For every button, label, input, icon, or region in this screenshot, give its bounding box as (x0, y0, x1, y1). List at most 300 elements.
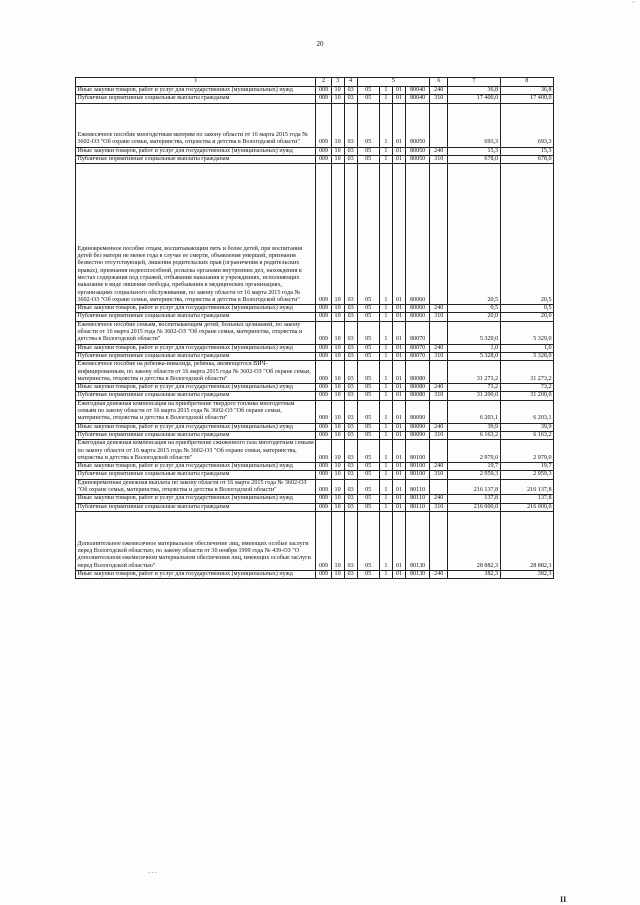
amount-total-cell: 19,7 (500, 463, 553, 471)
subprogram-code-cell: 1 (379, 503, 392, 511)
section-cell: 10 (331, 147, 344, 155)
amount-total-cell: 137,8 (500, 495, 553, 503)
event-code-cell: 01 (392, 471, 405, 479)
direction-code-cell: 80040 (406, 87, 430, 95)
event-code-cell: 01 (392, 503, 405, 511)
event-code-cell: 01 (392, 392, 405, 400)
direction-code-cell: 80090 (406, 431, 430, 439)
amount-total-cell: 20,0 (500, 313, 553, 321)
header-cell: 6 (430, 78, 448, 87)
row-name-cell: Дополнительное ежемесячное материальное обеспечение лиц, имеющих особые заслуги перед Вологодской областью, по закону области от 30 ноября 1999 года № 439-ОЗ "О дополнительном ежемесячном материальном обеспечении лиц, имеющих особые заслуги перед Вологодской областью" (76, 511, 316, 570)
event-code-cell: 01 (392, 95, 405, 103)
amount-cell: 2 979,0 (448, 440, 500, 463)
event-code-cell: 01 (392, 361, 405, 384)
subsection-cell: 03 (344, 400, 357, 423)
subprogram-code-cell: 1 (379, 321, 392, 344)
subprogram-code-cell: 1 (379, 423, 392, 431)
direction-code-cell: 80130 (406, 570, 430, 578)
subsection-cell: 03 (344, 495, 357, 503)
section-cell: 10 (331, 440, 344, 463)
ministry-code-cell: 009 (316, 344, 331, 352)
row-name-cell: Публичные нормативные социальные выплаты гражданам (76, 313, 316, 321)
ministry-code-cell: 009 (316, 384, 331, 392)
event-code-cell: 01 (392, 463, 405, 471)
program-code-cell: 05 (357, 384, 379, 392)
section-cell: 10 (331, 155, 344, 163)
event-code-cell: 01 (392, 423, 405, 431)
amount-total-cell: 1,0 (500, 344, 553, 352)
event-code-cell: 01 (392, 313, 405, 321)
expense-type-cell: 240 (430, 423, 448, 431)
expense-type-cell: 310 (430, 503, 448, 511)
amount-cell: 1,0 (448, 344, 500, 352)
amount-total-cell: 20,5 (500, 164, 553, 305)
row-name-cell: Иные закупки товаров, работ и услуг для государственных (муниципальных) нужд (76, 305, 316, 313)
program-code-cell: 05 (357, 400, 379, 423)
amount-total-cell: 31 200,0 (500, 392, 553, 400)
program-code-cell: 05 (357, 431, 379, 439)
amount-cell: 28 882,3 (448, 511, 500, 570)
row-name-cell: Ежемесячное пособие семьям, воспитывающим детей, больных целиакией, по закону области от 16 марта 2015 года № 3602-ОЗ "Об охране семьи, материнства, отцовства и детства в Вологодской области" (76, 321, 316, 344)
row-name-cell: Иные закупки товаров, работ и услуг для государственных (муниципальных) нужд (76, 147, 316, 155)
program-code-cell: 05 (357, 511, 379, 570)
section-cell: 10 (331, 87, 344, 95)
table-row (76, 155, 554, 163)
amount-cell: 693,3 (448, 103, 500, 147)
table-row (76, 503, 554, 511)
direction-code-cell: 80060 (406, 305, 430, 313)
table-row (76, 305, 554, 313)
ministry-code-cell: 009 (316, 321, 331, 344)
section-cell: 10 (331, 392, 344, 400)
row-name-cell: Иные закупки товаров, работ и услуг для государственных (муниципальных) нужд (76, 570, 316, 578)
section-cell: 10 (331, 471, 344, 479)
event-code-cell: 01 (392, 147, 405, 155)
expense-type-cell: 240 (430, 87, 448, 95)
table-row (76, 479, 554, 495)
event-code-cell: 01 (392, 344, 405, 352)
amount-total-cell: 216 137,8 (500, 479, 553, 495)
amount-total-cell: 693,3 (500, 103, 553, 147)
section-cell: 10 (331, 103, 344, 147)
ministry-code-cell: 009 (316, 147, 331, 155)
subsection-cell: 03 (344, 431, 357, 439)
row-name-cell: Ежемесячное пособие многодетным матерям по закону области от 16 марта 2015 года № 3602-ОЗ "Об охране семьи, материнства, отцовства и детства в Вологодской области" (76, 103, 316, 147)
table-row (76, 103, 554, 147)
budget-table (75, 77, 554, 579)
expense-type-cell (430, 440, 448, 463)
ministry-code-cell: 009 (316, 479, 331, 495)
program-code-cell: 05 (357, 361, 379, 384)
subprogram-code-cell: 1 (379, 479, 392, 495)
section-cell: 10 (331, 313, 344, 321)
expense-type-cell: 240 (430, 495, 448, 503)
amount-total-cell: 39,9 (500, 423, 553, 431)
ministry-code-cell: 009 (316, 305, 331, 313)
row-name-cell: Публичные нормативные социальные выплаты гражданам (76, 431, 316, 439)
subprogram-code-cell: 1 (379, 352, 392, 360)
amount-cell: 2 959,3 (448, 471, 500, 479)
amount-cell: 382,3 (448, 570, 500, 578)
table-row (76, 400, 554, 423)
amount-total-cell: 216 000,0 (500, 503, 553, 511)
row-name-cell: Ежегодная денежная компенсация на приобретение сжиженного газа многодетным семьям по закону области от 16 марта 2015 года № 3602-ОЗ "Об охране семьи, материнства, отцовства и детства в Вологодской области" (76, 440, 316, 463)
expense-type-cell: 240 (430, 344, 448, 352)
subsection-cell: 03 (344, 479, 357, 495)
expense-type-cell: 310 (430, 352, 448, 360)
amount-cell: 678,0 (448, 155, 500, 163)
amount-total-cell: 36,8 (500, 87, 553, 95)
program-code-cell: 05 (357, 164, 379, 305)
direction-code-cell: 80080 (406, 392, 430, 400)
subprogram-code-cell: 1 (379, 463, 392, 471)
amount-cell: 39,9 (448, 423, 500, 431)
subsection-cell: 03 (344, 511, 357, 570)
direction-code-cell: 80090 (406, 423, 430, 431)
section-cell: 10 (331, 361, 344, 384)
row-name-cell: Публичные нормативные социальные выплаты гражданам (76, 95, 316, 103)
subprogram-code-cell: 1 (379, 95, 392, 103)
table-row (76, 95, 554, 103)
subprogram-code-cell: 1 (379, 305, 392, 313)
subsection-cell: 03 (344, 87, 357, 95)
expense-type-cell: 310 (430, 471, 448, 479)
event-code-cell: 01 (392, 384, 405, 392)
subprogram-code-cell: 1 (379, 440, 392, 463)
program-code-cell: 05 (357, 352, 379, 360)
expense-type-cell: 240 (430, 384, 448, 392)
table-row (76, 440, 554, 463)
program-code-cell: 05 (357, 87, 379, 95)
event-code-cell: 01 (392, 87, 405, 95)
expense-type-cell (430, 164, 448, 305)
subprogram-code-cell: 1 (379, 147, 392, 155)
event-code-cell: 01 (392, 479, 405, 495)
subprogram-code-cell: 1 (379, 471, 392, 479)
direction-code-cell: 80060 (406, 164, 430, 305)
subsection-cell: 03 (344, 352, 357, 360)
amount-cell: 31 273,2 (448, 361, 500, 384)
corner-mark: ~ (632, 0, 636, 6)
subsection-cell: 03 (344, 384, 357, 392)
program-code-cell: 05 (357, 479, 379, 495)
expense-type-cell (430, 511, 448, 570)
program-code-cell: 05 (357, 423, 379, 431)
table-header-row (76, 78, 554, 87)
program-code-cell: 05 (357, 321, 379, 344)
row-name-cell: Единовременное пособие отцам, воспитывающим пять и более детей, при воспитании детей без матери не менее года в случае ее смерти, объявления умершей, признания безвестно отсутствующей, лишения родительских прав (ограничения в родительских правах), признания недееспособной, розыска органами внутренних дел, нахождения в местах содержания под стражей, отбывания наказания в учреждениях, исполняющих наказание в виде лишения свободы, пребывания в медицинских организациях, организациях социального обслуживания, по закону области от 16 марта 2015 года № 3602-ОЗ "Об охране семьи, материнства, отцовства и детства в Вологодской области" (76, 164, 316, 305)
ministry-code-cell: 009 (316, 313, 331, 321)
amount-total-cell: 5 328,0 (500, 352, 553, 360)
event-code-cell: 01 (392, 321, 405, 344)
ministry-code-cell: 009 (316, 392, 331, 400)
amount-total-cell: 5 329,0 (500, 321, 553, 344)
header-cell: 2 (316, 78, 331, 87)
subprogram-code-cell: 1 (379, 431, 392, 439)
amount-cell: 19,7 (448, 463, 500, 471)
table-row (76, 495, 554, 503)
ministry-code-cell: 009 (316, 400, 331, 423)
table-row (76, 321, 554, 344)
table-row (76, 313, 554, 321)
program-code-cell: 05 (357, 313, 379, 321)
amount-total-cell: 6 163,2 (500, 431, 553, 439)
row-name-cell: Ежемесячное пособие на ребенка-инвалида, ребенка, являющегося ВИЧ-инфицированным, по закону области от 16 марта 2015 года № 3602-ОЗ "Об охране семьи, материнства, отцовства и детства в Вологодской области" (76, 361, 316, 384)
header-cell: 7 (448, 78, 500, 87)
subsection-cell: 03 (344, 361, 357, 384)
expense-type-cell (430, 479, 448, 495)
subprogram-code-cell: 1 (379, 313, 392, 321)
direction-code-cell: 80090 (406, 400, 430, 423)
subsection-cell: 03 (344, 313, 357, 321)
header-cell: 3 (331, 78, 344, 87)
amount-total-cell: 6 203,1 (500, 400, 553, 423)
subprogram-code-cell: 1 (379, 87, 392, 95)
direction-code-cell: 80080 (406, 384, 430, 392)
subprogram-code-cell: 1 (379, 392, 392, 400)
section-cell: 10 (331, 463, 344, 471)
subsection-cell: 03 (344, 147, 357, 155)
event-code-cell: 01 (392, 164, 405, 305)
section-cell: 10 (331, 431, 344, 439)
event-code-cell: 01 (392, 103, 405, 147)
subprogram-code-cell: 1 (379, 361, 392, 384)
row-name-cell: Иные закупки товаров, работ и услуг для государственных (муниципальных) нужд (76, 463, 316, 471)
ministry-code-cell: 009 (316, 352, 331, 360)
table-row (76, 352, 554, 360)
amount-cell: 6 163,2 (448, 431, 500, 439)
program-code-cell: 05 (357, 463, 379, 471)
event-code-cell: 01 (392, 570, 405, 578)
expense-type-cell (430, 321, 448, 344)
row-name-cell: Иные закупки товаров, работ и услуг для государственных (муниципальных) нужд (76, 495, 316, 503)
expense-type-cell: 310 (430, 392, 448, 400)
ministry-code-cell: 009 (316, 495, 331, 503)
row-name-cell: Публичные нормативные социальные выплаты гражданам (76, 352, 316, 360)
section-cell: 10 (331, 503, 344, 511)
footer-mark-right: II (560, 895, 567, 904)
program-code-cell: 05 (357, 503, 379, 511)
header-cell: 8 (500, 78, 553, 87)
expense-type-cell: 310 (430, 95, 448, 103)
subsection-cell: 03 (344, 344, 357, 352)
table-body (76, 87, 554, 579)
subprogram-code-cell: 1 (379, 495, 392, 503)
subsection-cell: 03 (344, 471, 357, 479)
ministry-code-cell: 009 (316, 440, 331, 463)
event-code-cell: 01 (392, 400, 405, 423)
amount-total-cell: 28 882,3 (500, 511, 553, 570)
amount-total-cell: 678,0 (500, 155, 553, 163)
program-code-cell: 05 (357, 471, 379, 479)
expense-type-cell: 240 (430, 305, 448, 313)
expense-type-cell (430, 361, 448, 384)
row-name-cell: Публичные нормативные социальные выплаты гражданам (76, 503, 316, 511)
program-code-cell: 05 (357, 103, 379, 147)
amount-cell: 20,5 (448, 164, 500, 305)
subsection-cell: 03 (344, 423, 357, 431)
direction-code-cell: 80100 (406, 471, 430, 479)
ministry-code-cell: 009 (316, 463, 331, 471)
subprogram-code-cell: 1 (379, 155, 392, 163)
program-code-cell: 05 (357, 570, 379, 578)
table-row (76, 164, 554, 305)
event-code-cell: 01 (392, 155, 405, 163)
direction-code-cell: 80050 (406, 103, 430, 147)
section-cell: 10 (331, 400, 344, 423)
expense-type-cell: 240 (430, 463, 448, 471)
amount-total-cell: 31 273,2 (500, 361, 553, 384)
subprogram-code-cell: 1 (379, 400, 392, 423)
section-cell: 10 (331, 344, 344, 352)
header-cell: 1 (76, 78, 316, 87)
table-row (76, 147, 554, 155)
program-code-cell: 05 (357, 155, 379, 163)
direction-code-cell: 80040 (406, 95, 430, 103)
program-code-cell: 05 (357, 95, 379, 103)
amount-total-cell: 2 979,0 (500, 440, 553, 463)
subprogram-code-cell: 1 (379, 384, 392, 392)
expense-type-cell: 310 (430, 313, 448, 321)
row-name-cell: Иные закупки товаров, работ и услуг для государственных (муниципальных) нужд (76, 344, 316, 352)
subsection-cell: 03 (344, 503, 357, 511)
event-code-cell: 01 (392, 495, 405, 503)
amount-cell: 17 400,0 (448, 95, 500, 103)
subprogram-code-cell: 1 (379, 511, 392, 570)
table-row (76, 463, 554, 471)
row-name-cell: Иные закупки товаров, работ и услуг для государственных (муниципальных) нужд (76, 384, 316, 392)
row-name-cell: Ежегодная денежная компенсация на приобретение твердого топлива многодетным семьям по закону области от 16 марта 2015 года № 3602-ОЗ "Об охране семьи, материнства, отцовства и детства в Вологодской области" (76, 400, 316, 423)
section-cell: 10 (331, 423, 344, 431)
table-row (76, 344, 554, 352)
table-row (76, 384, 554, 392)
amount-cell: 137,8 (448, 495, 500, 503)
row-name-cell: Единовременная денежная выплата по закону области от 16 марта 2015 года № 3602-ОЗ "Об охране семьи, материнства, отцовства и детства в Вологодской области" (76, 479, 316, 495)
subsection-cell: 03 (344, 463, 357, 471)
table-row (76, 87, 554, 95)
ministry-code-cell: 009 (316, 155, 331, 163)
event-code-cell: 01 (392, 440, 405, 463)
row-name-cell: Иные закупки товаров, работ и услуг для государственных (муниципальных) нужд (76, 423, 316, 431)
amount-cell: 20,0 (448, 313, 500, 321)
expense-type-cell (430, 103, 448, 147)
direction-code-cell: 80070 (406, 352, 430, 360)
table-row (76, 511, 554, 570)
row-name-cell: Иные закупки товаров, работ и услуг для государственных (муниципальных) нужд (76, 87, 316, 95)
ministry-code-cell: 009 (316, 423, 331, 431)
direction-code-cell: 80050 (406, 147, 430, 155)
section-cell: 10 (331, 321, 344, 344)
amount-cell: 6 203,1 (448, 400, 500, 423)
amount-cell: 5 328,0 (448, 352, 500, 360)
subsection-cell: 03 (344, 95, 357, 103)
section-cell: 10 (331, 305, 344, 313)
event-code-cell: 01 (392, 511, 405, 570)
ministry-code-cell: 009 (316, 95, 331, 103)
ministry-code-cell: 009 (316, 87, 331, 95)
amount-total-cell: 73,2 (500, 384, 553, 392)
subsection-cell: 03 (344, 155, 357, 163)
direction-code-cell: 80110 (406, 503, 430, 511)
program-code-cell: 05 (357, 495, 379, 503)
amount-cell: 216 137,8 (448, 479, 500, 495)
expense-type-cell: 240 (430, 570, 448, 578)
table-row (76, 471, 554, 479)
table-row (76, 361, 554, 384)
amount-total-cell: 17 400,0 (500, 95, 553, 103)
amount-cell: 36,8 (448, 87, 500, 95)
header-cell: 4 (344, 78, 357, 87)
event-code-cell: 01 (392, 352, 405, 360)
amount-cell: 0,5 (448, 305, 500, 313)
amount-cell: 31 200,0 (448, 392, 500, 400)
program-code-cell: 05 (357, 440, 379, 463)
footer-mark-left: - - - (148, 870, 157, 876)
subsection-cell: 03 (344, 305, 357, 313)
amount-cell: 216 000,0 (448, 503, 500, 511)
ministry-code-cell: 009 (316, 361, 331, 384)
ministry-code-cell: 009 (316, 103, 331, 147)
program-code-cell: 05 (357, 344, 379, 352)
ministry-code-cell: 009 (316, 164, 331, 305)
subprogram-code-cell: 1 (379, 164, 392, 305)
program-code-cell: 05 (357, 305, 379, 313)
direction-code-cell: 80050 (406, 155, 430, 163)
subsection-cell: 03 (344, 570, 357, 578)
ministry-code-cell: 009 (316, 570, 331, 578)
table-row (76, 431, 554, 439)
direction-code-cell: 80080 (406, 361, 430, 384)
ministry-code-cell: 009 (316, 503, 331, 511)
subsection-cell: 03 (344, 392, 357, 400)
direction-code-cell: 80060 (406, 313, 430, 321)
ministry-code-cell: 009 (316, 511, 331, 570)
subprogram-code-cell: 1 (379, 570, 392, 578)
subsection-cell: 03 (344, 103, 357, 147)
direction-code-cell: 80110 (406, 495, 430, 503)
amount-total-cell: 2 959,3 (500, 471, 553, 479)
expense-type-cell (430, 400, 448, 423)
section-cell: 10 (331, 164, 344, 305)
event-code-cell: 01 (392, 305, 405, 313)
table-row (76, 392, 554, 400)
direction-code-cell: 80110 (406, 479, 430, 495)
section-cell: 10 (331, 352, 344, 360)
subsection-cell: 03 (344, 164, 357, 305)
direction-code-cell: 80070 (406, 344, 430, 352)
ministry-code-cell: 009 (316, 431, 331, 439)
amount-total-cell: 15,3 (500, 147, 553, 155)
section-cell: 10 (331, 495, 344, 503)
section-cell: 10 (331, 479, 344, 495)
amount-cell: 5 329,0 (448, 321, 500, 344)
expense-type-cell: 310 (430, 155, 448, 163)
header-cell: 5 (357, 78, 429, 87)
amount-total-cell: 382,3 (500, 570, 553, 578)
section-cell: 10 (331, 95, 344, 103)
row-name-cell: Публичные нормативные социальные выплаты гражданам (76, 155, 316, 163)
section-cell: 10 (331, 511, 344, 570)
program-code-cell: 05 (357, 147, 379, 155)
ministry-code-cell: 009 (316, 471, 331, 479)
amount-cell: 73,2 (448, 384, 500, 392)
section-cell: 10 (331, 384, 344, 392)
expense-type-cell: 240 (430, 147, 448, 155)
amount-total-cell: 0,5 (500, 305, 553, 313)
section-cell: 10 (331, 570, 344, 578)
page-number: 20 (316, 40, 324, 48)
table-row (76, 423, 554, 431)
